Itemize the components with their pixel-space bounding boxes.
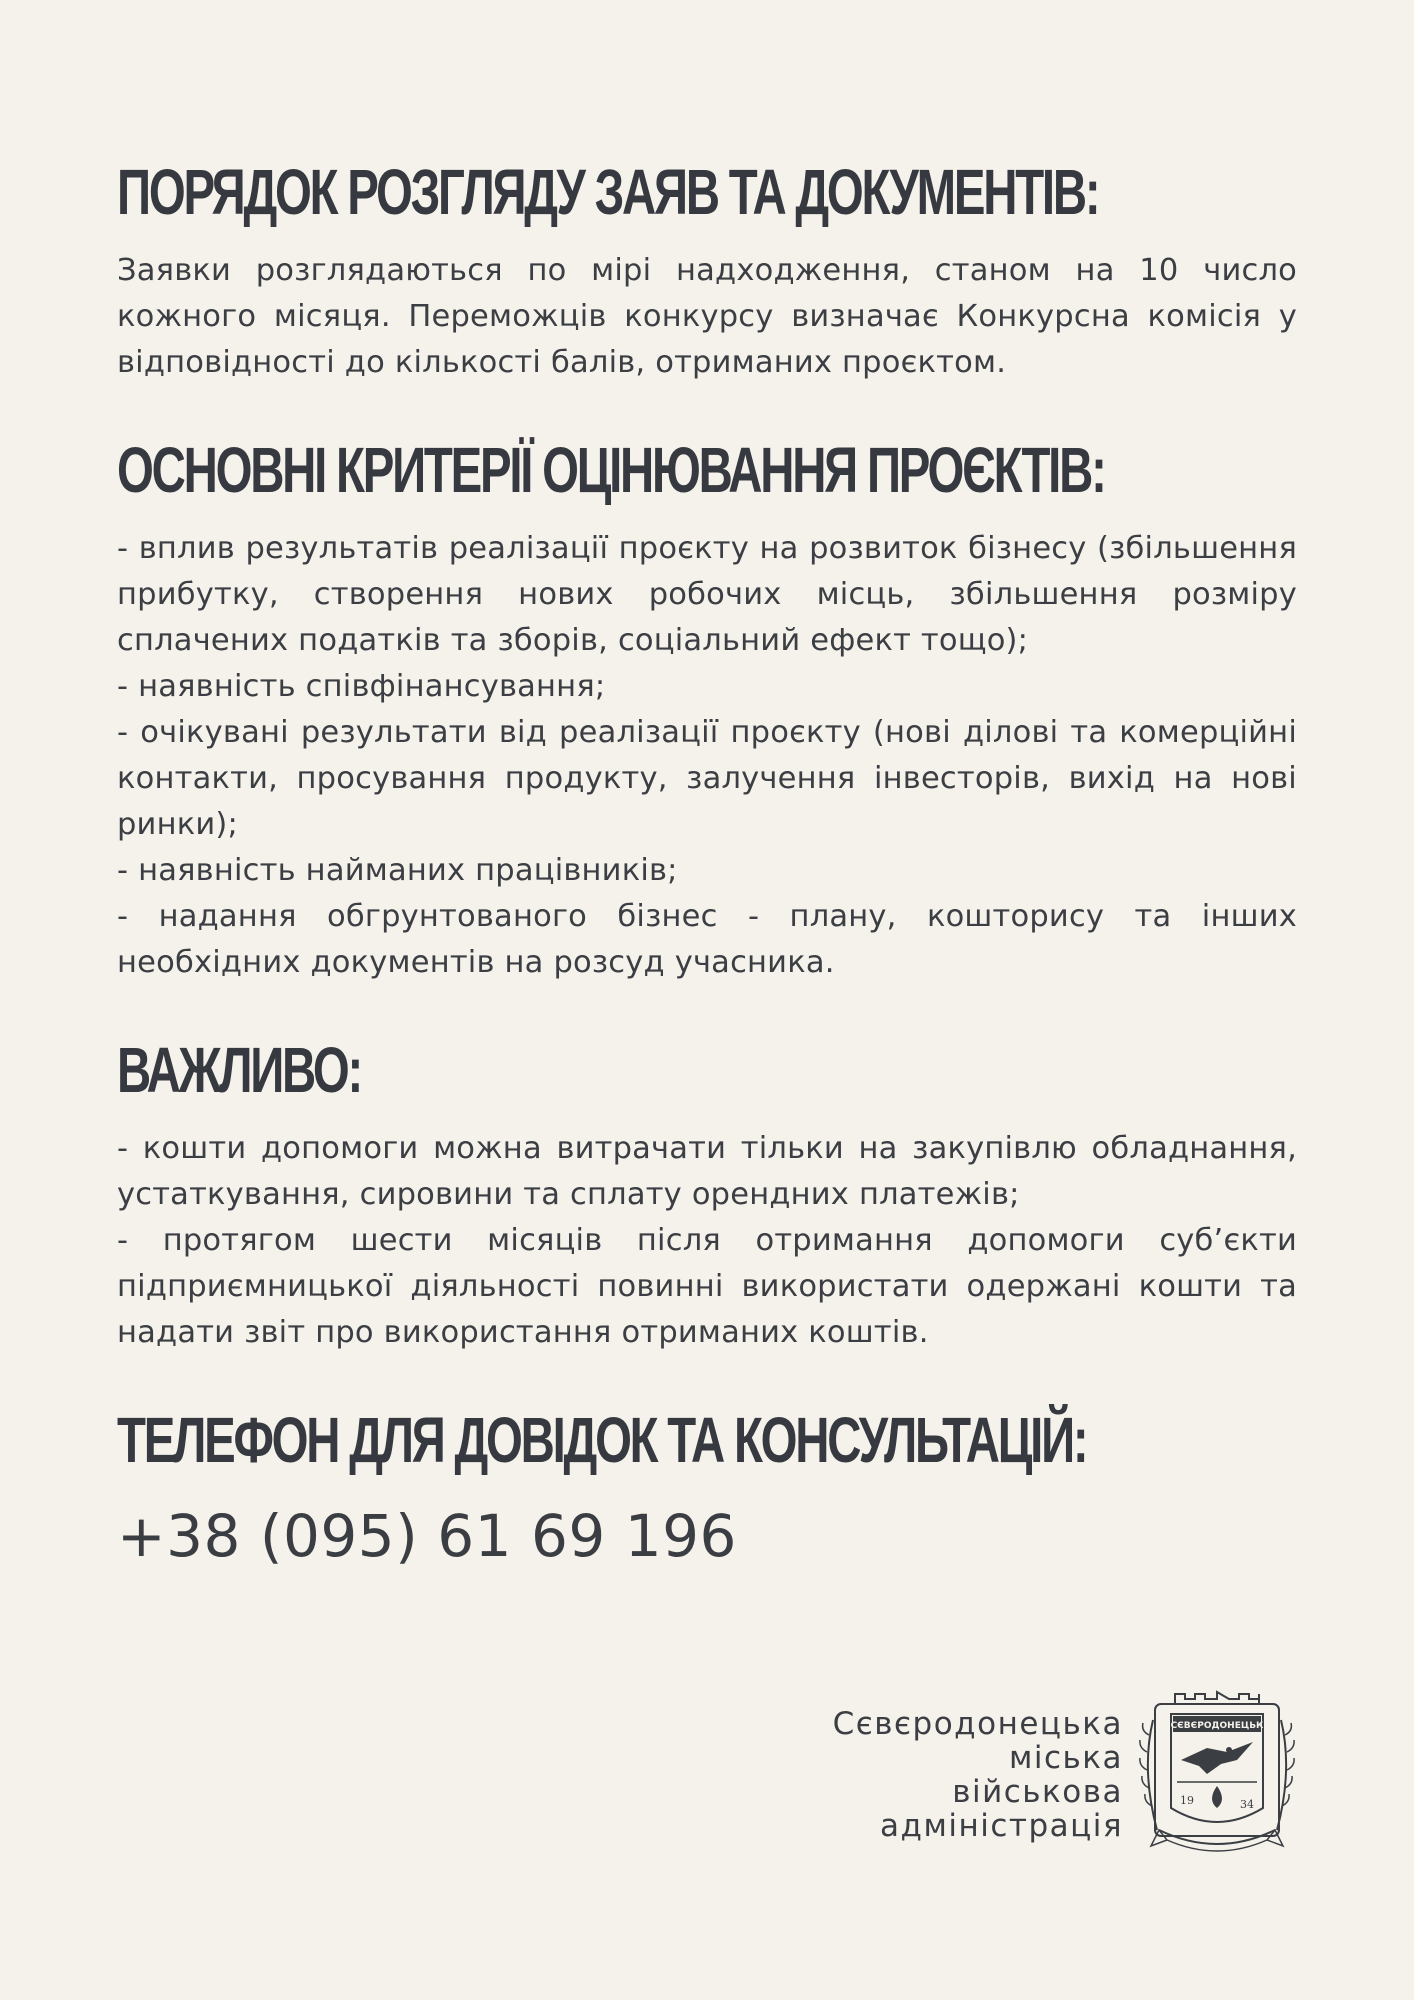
emblem-banner-text: СЄВЄРОДОНЕЦЬК [1170,1721,1264,1731]
criteria-list [117,526,1297,986]
review-paragraph: Заявки розглядаються по мірі надходження, станом на 10 число кожного місяця. Переможців конкурсу визначає Конкурсна комісія у відповідності до кількості балів, отриманих проєктом. [117,253,1297,380]
organization-name [833,1707,1123,1843]
important-list [117,1126,1297,1356]
emblem-year-right: 34 [1240,1798,1254,1811]
criteria-item: - наявність найманих працівників; [117,853,678,888]
criteria-item: - наявність співфінансування; [117,669,606,704]
phone-number: +38 (095) 61 69 196 [117,1502,737,1570]
criteria-item: - вплив результатів реалізації проєкту на розвиток бізнесу (збільшення прибутку, створення нових робочих місць, збільшення розміру сплачених податків та зборів, соціальний ефект тощо); [117,531,1297,658]
emblem-year-left: 19 [1180,1794,1194,1807]
criteria-item: - очікувані результати від реалізації проєкту (нові ділові та комерційні контакти, просування продукту, залучення інвесторів, вихід на нові ринки); [117,715,1297,842]
org-line: адміністрація [880,1808,1123,1844]
org-line: міська [1008,1740,1123,1776]
city-coat-of-arms-icon [1137,1690,1297,1860]
important-item: - протягом шести місяців після отримання допомоги суб’єкти підприємницької діяльності повинні використати одержані кошти та надати звіт про використання отриманих коштів. [117,1223,1297,1350]
contact-heading: ТЕЛЕФОН ДЛЯ ДОВІДОК ТА КОНСУЛЬТАЦІЙ: [117,1404,1087,1476]
important-heading: ВАЖЛИВО: [117,1034,361,1106]
review-heading: ПОРЯДОК РОЗГЛЯДУ ЗАЯВ ТА ДОКУМЕНТІВ: [117,156,1099,228]
criteria-item: - надання обгрунтованого бізнес - плану, кошторису та інших необхідних документів на розсуд учасника. [117,899,1297,980]
org-line: Сєвєродонецька [832,1706,1123,1742]
document-body [117,150,1297,1576]
criteria-heading: ОСНОВНІ КРИТЕРІЇ ОЦІНЮВАННЯ ПРОЄКТІВ: [117,434,1105,506]
important-item: - кошти допомоги можна витрачати тільки на закупівлю обладнання, устаткування, сировини та сплату орендних платежів; [117,1131,1297,1212]
footer [833,1690,1297,1860]
org-line: військова [952,1774,1123,1810]
